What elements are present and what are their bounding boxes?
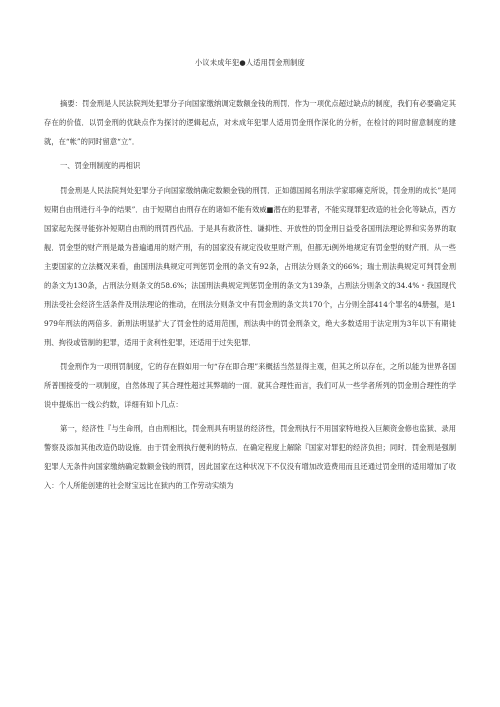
document-title: 小议未成年犯●人适用罚金刑制度 bbox=[195, 58, 305, 67]
section-heading: 一、罚金刑制度的再相识 bbox=[60, 161, 141, 170]
body-paragraph-2: 罚金刑作为一项刑罚制度，它的存在假如用一句“存在即合理”来概括当然显得主观，但其之所以存在，之所以能为世界各国所普围接受的一项制度，自然体现了其合理性超过其弊端的一面．就其合理性而言，我们可从一些学者所列的罚金刑合理性的学说中提炼出一线公约数，详细有如卜几点： bbox=[44, 362, 456, 409]
abstract-paragraph: 摘要：罚金刑是人民法院判处犯罪分子向国家缴纳调定数额金钱的刑罚．作为一项优点超过缺点的制度，我们有必要确定其存在的价值．以罚金刑的优缺点作为探讨的逻辑起点，对未成年犯罪人适用罚金刑作深化的分析，在检讨的同时留意制度的建就，在“帐”的同时留意“立”． bbox=[44, 99, 456, 146]
body-paragraph-1: 罚金刑是人民法院判处犯罪分子向国家缴纳确定数额金钱的刑罚．正如德国闻名刑法学家耶瘫克所说，罚金刑的成长”是同短期自由刑进行斗争的结果”．由于短期自由刑存在的诸如不能有效威■潜在的犯罪者，不能实现罪犯改造的社会化等缺点，西方国家起先探寻能弥补短期自由刑的刑罚西代品．于是具有救济性、谦抑性、开放性的罚金刑日益受各国刑法理论界和实务界的取舰．罚金型的财产刑是最为普遍通用的财产刑，有的国家没有规定没收里财产刑，但都无i例外地规定有罚金型的财产刑．从一些主要国家的立法概况来看，曲国刑法典规定可判惩罚金刑的条文有92条，占刑法分则条文的66%；瑞士刑法典规定可判罚金刑的条文为130条，占刑法分则条文的58.6%；法国刑法典规定判惩罚金刑的条文为139条，占刑法分则条文的34.4%・我国现代刑法受社会经济生活条件及刑法理论的推动，在刑法分则条文中有罚金刑的条文共170个，占分则全部414个罪名的4册强，是1979年刑法的两倍多．新刑法明显扩大了罚金性的适用范围，刑法典中的罚金刑条文，绝大多数适用于法定刑为3年以下有期徒刑、拘役或管制的犯罪，适用于贪利性犯罪，还适用于过失犯罪． bbox=[44, 186, 456, 347]
body-paragraph-3: 第一，经济性『与生命刑，自由刑相比，罚金刑具有明显的经济性，罚金刑执行不用国家特地投入巨额资金修也监狱、录用警察及添加其他改造仍助设施．由于罚金刑执行便利的特点．在确定程度上解除『国家对罪犯的经济负担；同时．罚金刑是强制犯罪人无条件向国家缴纳确定数额金钱的刑罚，因此国家在这种状况下不仅没有增加改造费用而且还通过罚金刑的适用增加了收入：个人所能创建的社会财宝远比在狱内的工作劳动实绩为 bbox=[44, 424, 456, 490]
